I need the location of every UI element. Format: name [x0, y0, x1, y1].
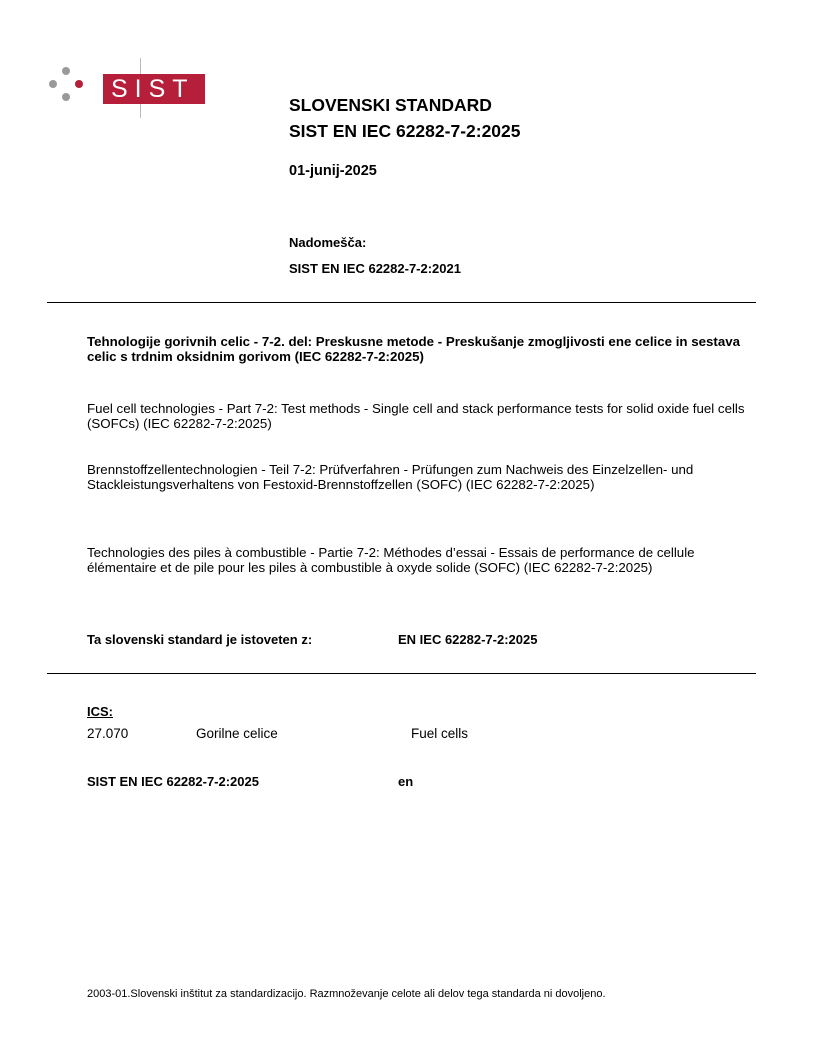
ics-description-en: Fuel cells: [411, 726, 469, 741]
ics-label: ICS:: [87, 704, 113, 719]
logo-dots-icon: [48, 66, 88, 110]
title-english: Fuel cell technologies - Part 7-2: Test methods - Single cell and stack performance tests for solid oxide fuel cells (SOFCs) (IEC 62282-7-2:2025): [87, 401, 745, 431]
divider-top: [47, 302, 756, 303]
document-id: SIST EN IEC 62282-7-2:2025: [87, 774, 259, 789]
ics-code: 27.070: [87, 726, 129, 741]
title-slovenian: Tehnologije gorivnih celic - 7-2. del: Preskusne metode - Preskušanje zmogljivosti ene celice in sestava celic s trdnim oksidnim gorivom (IEC 62282-7-2:2025): [87, 334, 741, 364]
title-german: Brennstoffzellentechnologien - Teil 7-2: Prüfverfahren - Prüfungen zum Nachweis des Einzelzellen- und Stackleistungsverhaltens von Festoxid-Brennstoffzellen (SOFC) (IEC 62282-7-2:2025): [87, 462, 694, 492]
title-french: Technologies des piles à combustible - Partie 7-2: Méthodes d’essai - Essais de performance de cellule élémentaire et de pile pour les piles à combustible à oxyde solide (SOFC) (IEC 62282-7-2:2025): [87, 545, 695, 575]
identical-label: Ta slovenski standard je istoveten z:: [87, 632, 313, 647]
document-language: en: [398, 774, 414, 789]
standard-label: SLOVENSKI STANDARD: [289, 95, 492, 115]
copyright-footer: 2003-01.Slovenski inštitut za standardizacijo. Razmnoževanje celote ali delov tega standarda ni dovoljeno.: [87, 988, 606, 1000]
ics-description-sl: Gorilne celice: [196, 726, 278, 741]
replaces-label: Nadomešča:: [289, 235, 367, 250]
identical-value: EN IEC 62282-7-2:2025: [398, 632, 538, 647]
sist-logo: SIST: [103, 74, 205, 104]
standard-number: SIST EN IEC 62282-7-2:2025: [289, 121, 521, 141]
replaces-value: SIST EN IEC 62282-7-2:2021: [289, 261, 461, 276]
divider-bottom: [47, 673, 756, 674]
publication-date: 01-junij-2025: [289, 163, 377, 179]
